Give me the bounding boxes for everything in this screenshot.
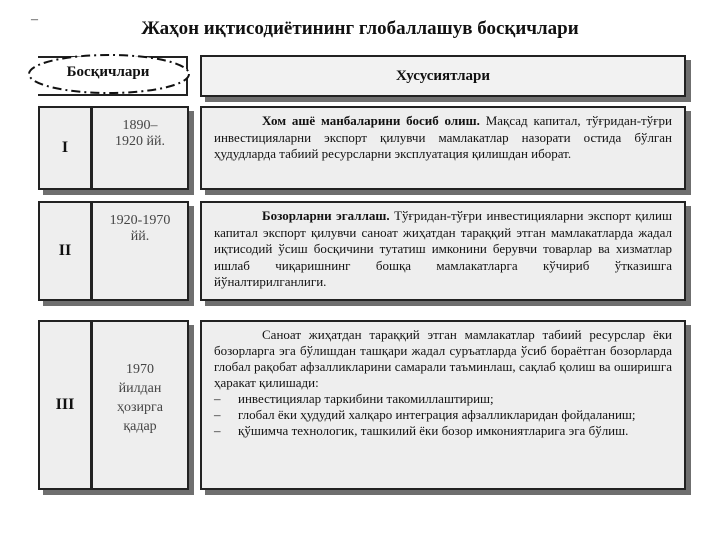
stage-3-period: 1970 йилдан ҳозирга қадар [91, 320, 189, 490]
stage-2-number: II [38, 201, 92, 301]
stage-3-intro: Саноат жиҳатдан тараққий этган мамлакатлар табиий ресурслар ёки бозорларга эга бўлишдан ташқари жадал суръатларда ўсиб бораётган бозорларда глобал рақобат афзалликларини самарали таъминлаш, сақлаб қолиш ва оширишга ҳаракат қилишади: [214, 327, 672, 390]
stage-2-description [200, 201, 686, 301]
stage-3-description [200, 320, 686, 490]
stage-3-bullet: – глобал ёки ҳудудий халқаро интеграция афзалликларидан фойдаланиш; [214, 407, 672, 423]
features-header: Хусусиятлари [200, 55, 686, 97]
corner-dash: – [31, 12, 38, 27]
stage-2-text: Тўғридан-тўғри инвестицияларни экспорт қилиш капитал экспорт қилувчи саноат жиҳатдан тараққий этган мамлакатларда жадал иқтисодий ўсиш босқичини тутатиш имконини берувчи товарлар ва хизматлар ишлаб чиқаришнинг бошқа мамлакатларга кўчириб ўтказишга йўналтирилганлиги. [214, 208, 672, 289]
stage-1-lead: Хом ашё манбаларини босиб олиш. [262, 113, 480, 128]
stage-3-number: III [38, 320, 92, 490]
stage-1-description [200, 106, 686, 190]
stage-1-period: 1890– 1920 йй. [91, 106, 189, 190]
stage-2-lead: Бозорларни эгаллаш. [262, 208, 390, 223]
stage-1-number: I [38, 106, 92, 190]
page-title: Жаҳон иқтисодиётининг глобаллашув босқичлари [141, 18, 579, 39]
stage-3-bullets [214, 391, 672, 439]
stage-1-text: Мақсад капитал, тўғридан-тўғри инвестицияларни экспорт қилувчи мамлакатлар назорати остида бўлган ҳудудларда табиий ресурсларни эксплуатация қилишдан иборат. [214, 113, 672, 161]
stages-header: Босқичлари [66, 64, 150, 80]
stage-3-bullet: – қўшимча технологик, ташкилий ёки бозор имкониятларига эга бўлиш. [214, 423, 672, 439]
stage-2-period: 1920-1970 йй. [91, 201, 189, 301]
stage-3-bullet: – инвестициялар таркибини такомиллаштириш; [214, 391, 672, 407]
